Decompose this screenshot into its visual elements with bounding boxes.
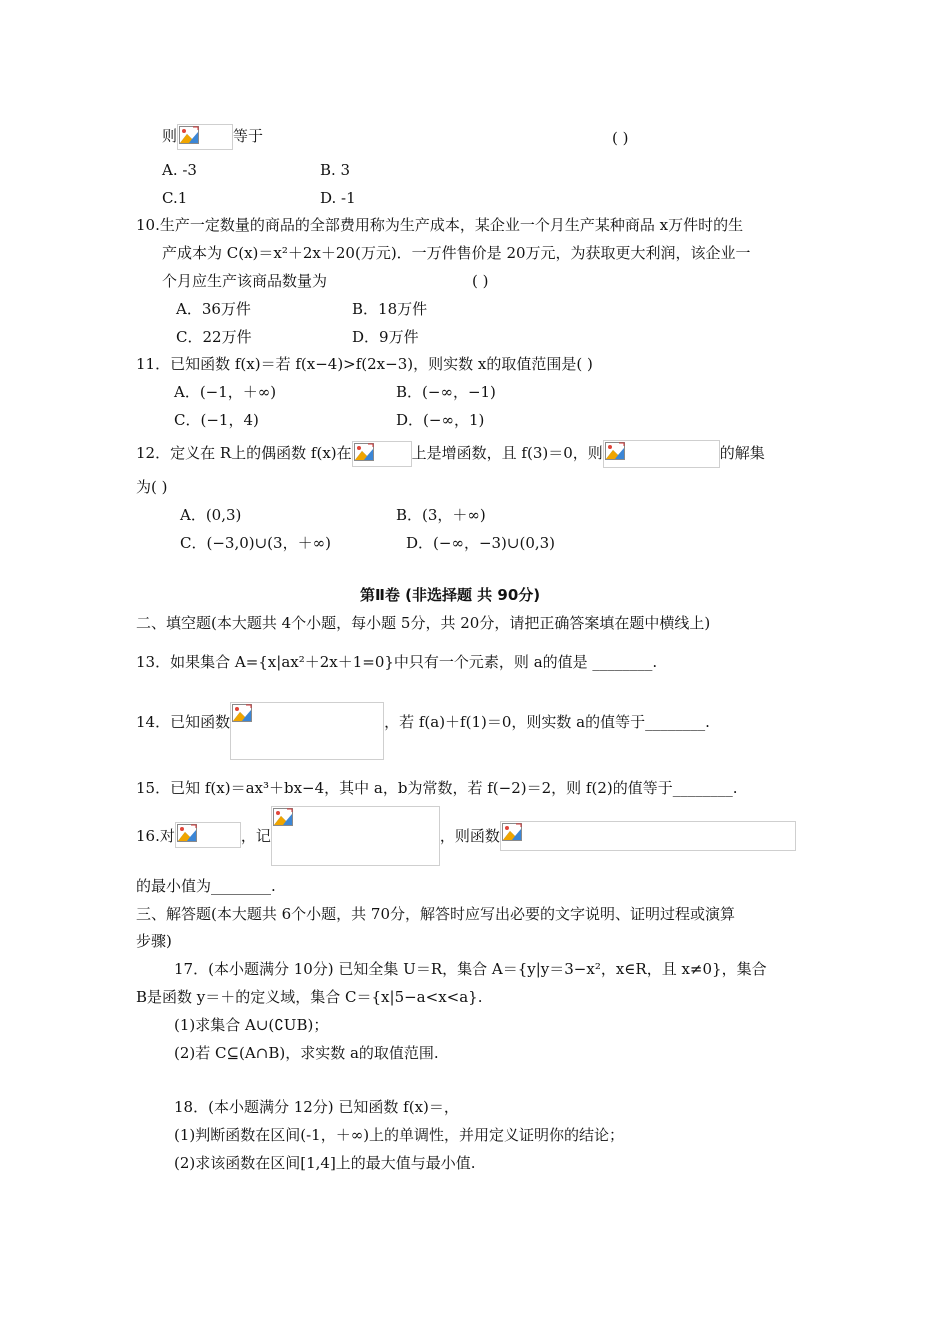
q11-option-c: C．(−1，4): [174, 411, 259, 429]
q16-domain-image: [175, 822, 241, 848]
q11-option-a: A．(−1，＋∞): [174, 383, 277, 401]
broken-image-icon: [232, 704, 252, 722]
q9-option-b: B. 3: [320, 161, 351, 179]
q13: 13．如果集合 A={x|ax²＋2x＋1=0}中只有一个元素，则 a的值是 ________.: [136, 653, 658, 671]
q17-sub1: (1)求集合 A∪(∁UB)；: [174, 1016, 329, 1034]
q9-option-d: D. -1: [320, 189, 356, 207]
q9-stem: 则 等于: [162, 124, 263, 150]
q17-line2: B是函数 y＝＋的定义域，集合 C＝{x|5−a<x<a}.: [136, 988, 483, 1006]
q11-option-b: B．(−∞，−1): [396, 383, 496, 401]
q10-option-d: D．9万件: [352, 328, 419, 346]
q10-option-c: C．22万件: [176, 328, 252, 346]
q12-inequality-image: [603, 440, 720, 468]
q9-answer-paren: ( ): [612, 129, 629, 147]
q10-line2: 产成本为 C(x)＝x²＋2x＋20(万元)．一万件售价是 20万元，为获取更大利润，该企业一: [162, 244, 751, 262]
q16-max-definition-image: [271, 806, 440, 866]
q16: 16.对 ，记 ，则函数: [136, 806, 796, 866]
broken-image-icon: [354, 443, 374, 461]
q12-stem: 12．定义在 R上的偶函数 f(x)在 上是增函数，且 f(3)＝0，则 的解集: [136, 440, 765, 468]
q14-piecewise-image: [230, 702, 384, 760]
q10-line1: 10.生产一定数量的商品的全部费用称为生产成本，某企业一个月生产某种商品 x万件时的生: [136, 216, 744, 234]
broken-image-icon: [273, 808, 293, 826]
q9-formula-image: [177, 124, 233, 150]
q10-line3: 个月应生产该商品数量为: [162, 272, 328, 290]
part2-title: 第Ⅱ卷 (非选择题 共 90分): [360, 586, 541, 604]
q10-answer-paren: ( ): [472, 272, 489, 290]
broken-image-icon: [179, 126, 199, 144]
q10-option-b: B．18万件: [352, 300, 428, 318]
q12-option-c: C．(−3,0)∪(3，＋∞): [180, 534, 331, 552]
q12-line2: 为( ): [136, 478, 168, 496]
solve-header-line1: 三、解答题(本大题共 6个小题，共 70分，解答时应写出必要的文字说明、证明过程或演算: [136, 905, 736, 923]
q14: 14．已知函数 ，若 f(a)＋f(1)＝0，则实数 a的值等于________.: [136, 702, 710, 760]
broken-image-icon: [605, 442, 625, 460]
q10-option-a: A．36万件: [176, 300, 251, 318]
q18-sub2: (2)求该函数在区间[1,4]上的最大值与最小值.: [174, 1154, 476, 1172]
q11-stem: 11．已知函数 f(x)＝若 f(x−4)>f(2x−3)，则实数 x的取值范围是( ): [136, 355, 593, 373]
fill-in-header: 二、填空题(本大题共 4个小题，每小题 5分，共 20分，请把正确答案填在题中横线上): [136, 614, 711, 632]
q12-option-a: A．(0,3): [180, 506, 242, 524]
q12-option-b: B．(3，＋∞): [396, 506, 486, 524]
broken-image-icon: [502, 823, 522, 841]
q18-line1: 18．(本小题满分 12分) 已知函数 f(x)＝，: [174, 1098, 459, 1116]
q17-sub2: (2)若 C⊆(A∩B)，求实数 a的取值范围.: [174, 1044, 439, 1062]
solve-header-line2: 步骤): [136, 932, 172, 950]
q11-option-d: D．(−∞，1): [396, 411, 485, 429]
q9-option-c: C.1: [162, 189, 188, 207]
q15: 15．已知 f(x)＝ax³＋bx−4，其中 a，b为常数，若 f(−2)＝2，则 f(2)的值等于________.: [136, 779, 738, 797]
q16-line2: 的最小值为________.: [136, 877, 276, 895]
q16-function-image: [500, 821, 796, 851]
q17-line1: 17．(本小题满分 10分) 已知全集 U＝R，集合 A＝{y|y＝3−x²，x∈R，且 x≠0}，集合: [174, 960, 767, 978]
broken-image-icon: [177, 824, 197, 842]
q12-option-d: D．(−∞，−3)∪(0,3): [406, 534, 556, 552]
q18-sub1: (1)判断函数在区间(-1，＋∞)上的单调性，并用定义证明你的结论；: [174, 1126, 625, 1144]
q9-option-a: A. -3: [162, 161, 197, 179]
q12-interval-image: [352, 441, 412, 467]
